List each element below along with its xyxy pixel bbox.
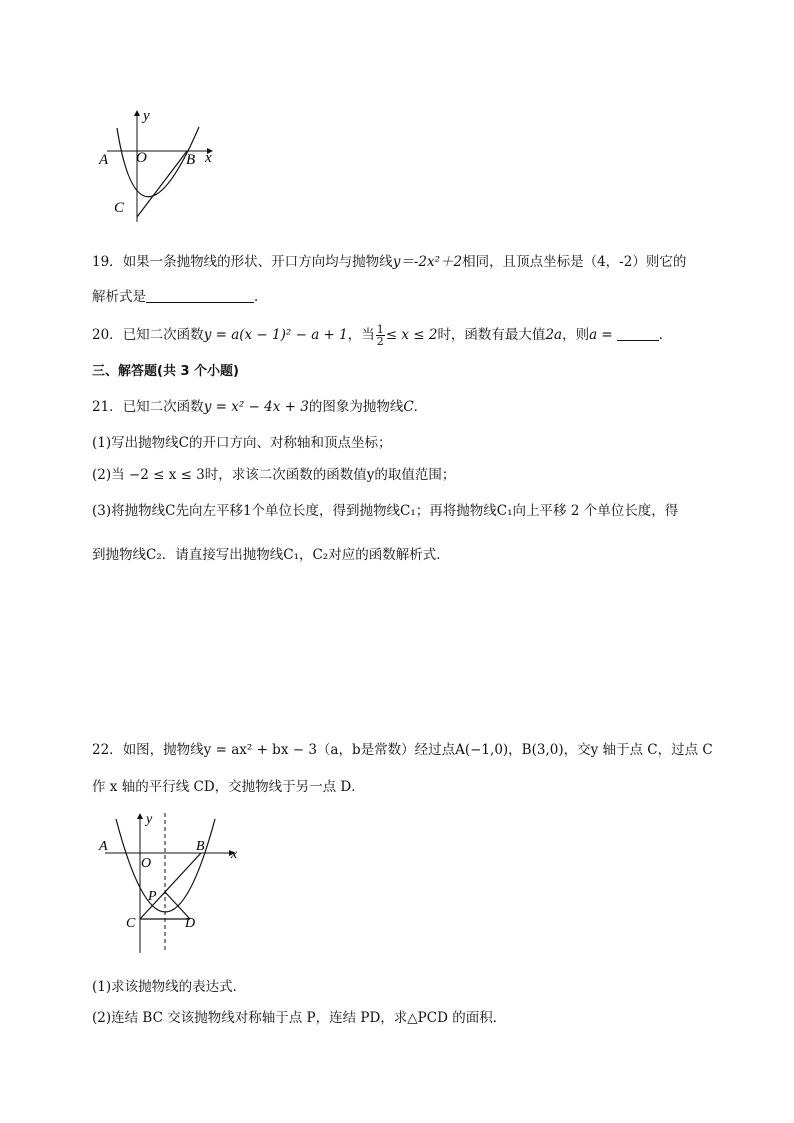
label-a: A — [99, 152, 109, 168]
q22-part1: (1)求该抛物线的表达式． — [92, 979, 247, 995]
label-p: P — [148, 889, 157, 904]
label-x: x — [231, 847, 238, 862]
q20-range: ≤ x ≤ 2 — [385, 327, 438, 343]
label-o: O — [141, 856, 152, 871]
q21-stem — [92, 397, 427, 417]
q22-part2: (2)连结 BC 交该抛物线对称轴于点 P，连结 PD，求△PCD 的面积． — [92, 1010, 507, 1026]
q20-end: ． — [658, 327, 673, 343]
y-axis-arrow — [134, 110, 140, 116]
q19-text-c: 解析式是 — [92, 289, 146, 305]
q21-part3-cont: 到抛物线C₂．请直接写出抛物线C₁，C₂对应的函数解析式． — [92, 547, 450, 563]
q21-stem-a: 已知二次函数 — [122, 399, 204, 415]
q22-number: 22． — [92, 742, 123, 758]
q21-curve: C — [403, 399, 414, 415]
q21-stem-b: 的图象为抛物线 — [308, 399, 404, 415]
label-d: D — [185, 916, 196, 931]
q20-number: 20． — [92, 327, 123, 343]
q21-part1: (1)写出抛物线C的开口方向、对称轴和顶点坐标； — [92, 435, 392, 451]
q20-text-d: ，则 — [562, 327, 590, 343]
q21-part3: (3)将抛物线C先向左平移1个单位长度，得到抛物线C₁；再将抛物线C₁向上平移 2 个单位长度，得 — [92, 503, 679, 519]
q20-var: a = — [589, 327, 613, 343]
label-y: y — [146, 812, 153, 827]
q20-frac-num: 1 — [376, 323, 384, 336]
label-c: C — [126, 916, 136, 931]
q19-text-a: 如果一条抛物线的形状、开口方向均与抛物线 — [122, 254, 393, 270]
q19-end: ． — [254, 289, 268, 305]
q22-line2: 作 x 轴的平行线 CD，交抛物线于另一点 D． — [92, 779, 365, 795]
q20-text-b: ，当 — [347, 327, 375, 343]
q20-max: 2a — [545, 327, 563, 343]
q20-answer-blank[interactable] — [617, 326, 659, 341]
figure-parabola-1 — [95, 100, 225, 225]
q20-text-c: 时，函数有最大值 — [437, 327, 546, 343]
q19-formula: y＝-2x²＋2 — [392, 254, 463, 270]
q19-line2 — [92, 287, 268, 307]
label-b: B — [186, 152, 196, 168]
label-a: A — [99, 839, 108, 854]
q21-part2: (2)当 −2 ≤ x ≤ 3时，求该二次函数的函数值y的取值范围； — [92, 467, 456, 483]
label-c: C — [114, 200, 125, 216]
q21-stem-end: ． — [413, 399, 428, 415]
section-title: 三、解答题(共 3 个小题) — [92, 364, 239, 379]
q21-number: 21． — [92, 399, 123, 415]
label-x: x — [205, 150, 212, 166]
q20-text-a: 已知二次函数 — [122, 327, 204, 343]
label-y: y — [143, 108, 150, 124]
y-axis-arrow — [137, 813, 143, 819]
q19-line1 — [92, 252, 686, 272]
q19-number: 19． — [92, 254, 123, 270]
figure-parabola-2 — [95, 805, 250, 955]
q20-fraction — [376, 324, 385, 347]
q20-line — [92, 324, 672, 347]
q19-text-b: 相同，且顶点坐标是（4，-2）则它的 — [462, 254, 687, 270]
q20-formula: y = a(x − 1)² − a + 1 — [203, 327, 348, 343]
q21-formula: y = x² − 4x + 3 — [203, 399, 309, 415]
label-o: O — [136, 150, 147, 166]
q22-line1 — [92, 740, 713, 760]
q19-answer-blank[interactable] — [146, 288, 254, 303]
q22-text-line1: 如图，抛物线y = ax² + bx − 3（a，b是常数）经过点A(−1,0)，B(3,0)，交y 轴于点 C，过点 C — [122, 742, 713, 758]
q20-frac-den: 2 — [376, 335, 384, 348]
label-b: B — [196, 839, 205, 854]
